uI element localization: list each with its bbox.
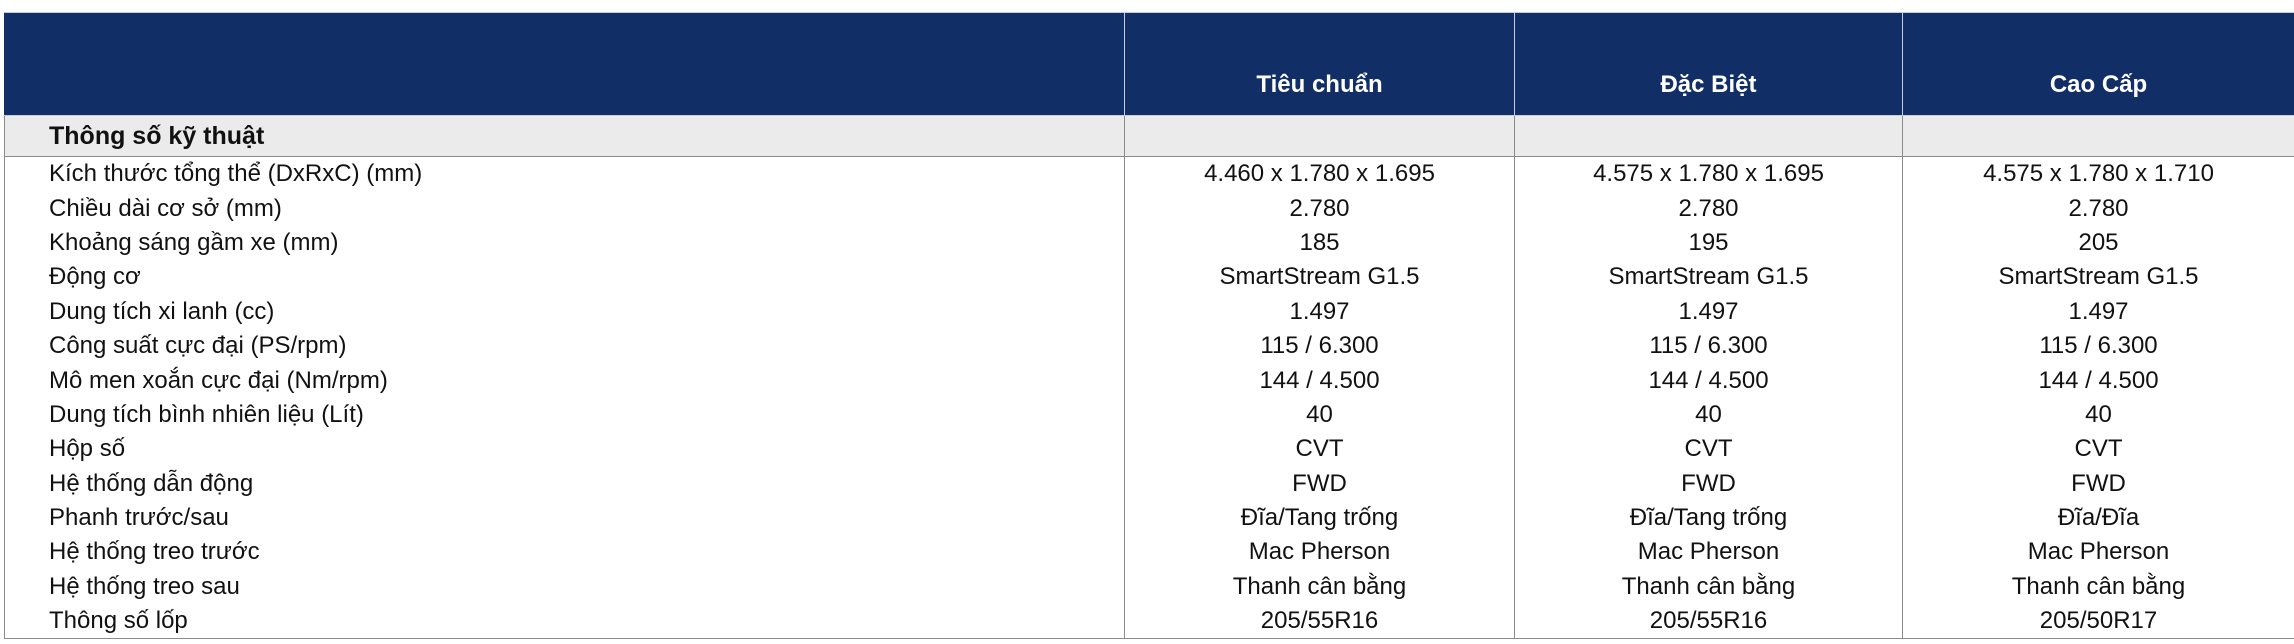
spec-value: 1.497 bbox=[1515, 295, 1903, 329]
spec-value: Thanh cân bằng bbox=[1515, 570, 1903, 604]
spec-value: Mac Pherson bbox=[1515, 535, 1903, 569]
spec-label: Chiều dài cơ sở (mm) bbox=[5, 191, 1125, 225]
spec-value: CVT bbox=[1515, 432, 1903, 466]
spec-value: Thanh cân bằng bbox=[1125, 570, 1515, 604]
spec-value: 195 bbox=[1515, 226, 1903, 260]
table-row bbox=[5, 570, 2294, 604]
spec-label: Hệ thống treo trước bbox=[5, 535, 1125, 569]
spec-label: Kích thước tổng thể (DxRxC) (mm) bbox=[5, 157, 1125, 192]
spec-label: Dung tích xi lanh (cc) bbox=[5, 295, 1125, 329]
spec-value: 185 bbox=[1125, 226, 1515, 260]
table-header bbox=[5, 13, 2294, 116]
spec-value: 1.497 bbox=[1125, 295, 1515, 329]
spec-value: Đĩa/Tang trống bbox=[1515, 501, 1903, 535]
spec-value: Mac Pherson bbox=[1125, 535, 1515, 569]
spec-value: FWD bbox=[1903, 467, 2294, 501]
header-blank-cell bbox=[5, 13, 1125, 116]
spec-value: 2.780 bbox=[1903, 191, 2294, 225]
section-cell bbox=[1125, 116, 1515, 157]
table-row bbox=[5, 501, 2294, 535]
section-cell bbox=[1515, 116, 1903, 157]
spec-value: 205/50R17 bbox=[1903, 604, 2294, 639]
table-row bbox=[5, 226, 2294, 260]
table-row bbox=[5, 295, 2294, 329]
spec-value: 4.575 x 1.780 x 1.695 bbox=[1515, 157, 1903, 192]
table-row bbox=[5, 432, 2294, 466]
section-title: Thông số kỹ thuật bbox=[5, 116, 1125, 157]
spec-value: 2.780 bbox=[1515, 191, 1903, 225]
column-header-cao-cap: Cao Cấp bbox=[1903, 13, 2294, 116]
table-row bbox=[5, 363, 2294, 397]
spec-value: 2.780 bbox=[1125, 191, 1515, 225]
spec-value: 1.497 bbox=[1903, 295, 2294, 329]
spec-value: 40 bbox=[1903, 398, 2294, 432]
section-row bbox=[5, 116, 2294, 157]
spec-value: 205 bbox=[1903, 226, 2294, 260]
spec-value: CVT bbox=[1903, 432, 2294, 466]
table-row bbox=[5, 329, 2294, 363]
spec-label: Phanh trước/sau bbox=[5, 501, 1125, 535]
spec-value: 144 / 4.500 bbox=[1125, 363, 1515, 397]
table-row bbox=[5, 604, 2294, 639]
spec-value: 4.575 x 1.780 x 1.710 bbox=[1903, 157, 2294, 192]
spec-label: Động cơ bbox=[5, 260, 1125, 294]
column-header-tieu-chuan: Tiêu chuẩn bbox=[1125, 13, 1515, 116]
spec-value: Đĩa/Tang trống bbox=[1125, 501, 1515, 535]
spec-label: Khoảng sáng gầm xe (mm) bbox=[5, 226, 1125, 260]
spec-label: Thông số lốp bbox=[5, 604, 1125, 639]
table-row bbox=[5, 467, 2294, 501]
table-body bbox=[5, 116, 2294, 639]
spec-label: Hộp số bbox=[5, 432, 1125, 466]
spec-label: Mô men xoắn cực đại (Nm/rpm) bbox=[5, 363, 1125, 397]
spec-value: FWD bbox=[1125, 467, 1515, 501]
table-row bbox=[5, 260, 2294, 294]
spec-value: 115 / 6.300 bbox=[1903, 329, 2294, 363]
spec-value: 40 bbox=[1125, 398, 1515, 432]
spec-value: FWD bbox=[1515, 467, 1903, 501]
table-row bbox=[5, 535, 2294, 569]
spec-table bbox=[4, 12, 2294, 639]
spec-value: 205/55R16 bbox=[1125, 604, 1515, 639]
table-row bbox=[5, 191, 2294, 225]
column-header-dac-biet: Đặc Biệt bbox=[1515, 13, 1903, 116]
header-row bbox=[5, 13, 2294, 116]
spec-value: SmartStream G1.5 bbox=[1515, 260, 1903, 294]
spec-value: SmartStream G1.5 bbox=[1903, 260, 2294, 294]
spec-value: Thanh cân bằng bbox=[1903, 570, 2294, 604]
spec-value: Đĩa/Đĩa bbox=[1903, 501, 2294, 535]
spec-sheet bbox=[4, 12, 2294, 639]
section-cell bbox=[1903, 116, 2294, 157]
spec-value: 4.460 x 1.780 x 1.695 bbox=[1125, 157, 1515, 192]
table-row bbox=[5, 398, 2294, 432]
spec-value: 205/55R16 bbox=[1515, 604, 1903, 639]
spec-value: 144 / 4.500 bbox=[1515, 363, 1903, 397]
spec-label: Hệ thống treo sau bbox=[5, 570, 1125, 604]
spec-value: 115 / 6.300 bbox=[1515, 329, 1903, 363]
spec-label: Hệ thống dẫn động bbox=[5, 467, 1125, 501]
spec-value: SmartStream G1.5 bbox=[1125, 260, 1515, 294]
spec-label: Công suất cực đại (PS/rpm) bbox=[5, 329, 1125, 363]
spec-value: Mac Pherson bbox=[1903, 535, 2294, 569]
spec-value: CVT bbox=[1125, 432, 1515, 466]
table-row bbox=[5, 157, 2294, 192]
spec-value: 115 / 6.300 bbox=[1125, 329, 1515, 363]
spec-label: Dung tích bình nhiên liệu (Lít) bbox=[5, 398, 1125, 432]
spec-value: 144 / 4.500 bbox=[1903, 363, 2294, 397]
spec-value: 40 bbox=[1515, 398, 1903, 432]
